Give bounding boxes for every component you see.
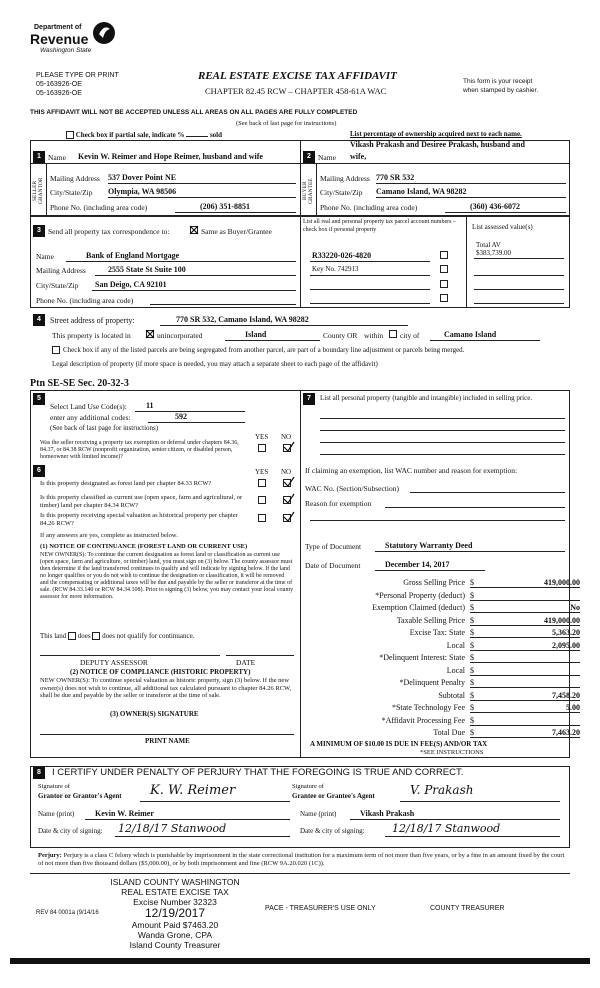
seller-mail-label: Mailing Address (50, 174, 100, 183)
stamp-line3: Excise Number 32323 (133, 897, 217, 907)
tax-corr-mail-label: Mailing Address (36, 266, 86, 275)
sec6-yes-header: YES (255, 468, 269, 476)
tax-row-dollar: $ (470, 628, 474, 637)
tax-corr-mail[interactable]: 2555 State St Suite 100 (108, 265, 186, 274)
tax-row-value[interactable]: No (470, 603, 580, 613)
tax-row-value[interactable] (470, 591, 580, 601)
logo-dept-line2: Revenue (30, 31, 89, 47)
form-number-1: 05-163926-OE (36, 81, 82, 88)
current-use-no-checkbox[interactable] (283, 496, 291, 504)
doc-type[interactable]: Statutory Warranty Deed (385, 541, 473, 550)
print-note: PLEASE TYPE OR PRINT (36, 72, 119, 79)
certify-statement: I CERTIFY UNDER PENALTY OF PERJURY THAT THE FOREGOING IS TRUE AND CORRECT. (52, 767, 464, 778)
stamp-line7: Island County Treasurer (129, 940, 221, 950)
form-number-2: 05-163926-OE (36, 90, 82, 97)
print-name-label: PRINT NAME (145, 737, 190, 745)
street-address[interactable]: 770 SR 532, Camano Island, WA 98282 (176, 315, 309, 324)
total-av-value: $383,739.00 (476, 249, 511, 257)
perjury-label: Perjury: (38, 852, 62, 859)
historical-no-checkbox[interactable] (283, 514, 291, 522)
partial-sale-checkbox[interactable] (66, 131, 74, 139)
tax-row-label: Exemption Claimed (deduct) (372, 603, 465, 612)
personal-property-checkbox-3[interactable] (440, 280, 448, 288)
land-use-yes-header: YES (255, 433, 269, 441)
stamp-line4: 12/19/2017 (144, 906, 206, 920)
grantee-date-city[interactable]: 12/18/17 Stanwood (392, 822, 501, 835)
street-label: Street address of property: (50, 316, 135, 325)
notice2-text: NEW OWNER(S): To continue special valuation as historic property, sign (3) below. If the new owner(s) does not wish to continue, all additional tax calculated pursuant to chapter 84.26 RCW, shall be due and payable by the seller or transferor at the time of sale. (40, 677, 292, 699)
doc-type-label: Type of Document (305, 542, 362, 551)
land-use-code[interactable]: 11 (146, 401, 154, 410)
tax-row-value[interactable] (470, 678, 580, 688)
deputy-assessor-label: DEPUTY ASSESSOR (80, 658, 148, 667)
partial-sale-row (66, 131, 222, 139)
historical-question: Is this property receiving special valuation as historical property per chapter 84.26 RCW? (40, 512, 238, 527)
seller-city-label: City/State/Zip (50, 188, 93, 197)
grantor-name[interactable]: Kevin W. Reimer (95, 809, 154, 818)
personal-property-checkbox-1[interactable] (440, 251, 448, 259)
located-in-label: This property is located in (52, 331, 131, 340)
warning-text: THIS AFFIDAVIT WILL NOT BE ACCEPTED UNLESS ALL AREAS ON ALL PAGES ARE FULLY COMPLETED (30, 109, 358, 116)
exemption-yes-checkbox[interactable] (258, 444, 266, 452)
checkmark-icon (283, 511, 295, 523)
if-yes-note: If any answers are yes, complete as instructed below. (40, 532, 178, 539)
city-of-label: city of (400, 331, 420, 340)
dor-logo (30, 20, 120, 62)
tax-row-label: Taxable Selling Price (396, 615, 465, 625)
stamp-line2: REAL ESTATE EXCISE TAX (121, 887, 229, 897)
personal-property-label: List all personal property (tangible and intangible) included in selling price. (320, 394, 533, 402)
grantor-sig-of: Signature of (38, 783, 70, 790)
grantee-name-label: Name (print) (300, 810, 337, 818)
doc-date-label: Date of Document (305, 561, 361, 570)
buyer-name-label: Name (318, 153, 336, 162)
ownership-note: List percentage of ownership acquired next to each name. (350, 130, 522, 138)
grantor-date-label: Date & city of signing: (38, 827, 103, 835)
section-2-number: 2 (303, 151, 315, 163)
seller-phone-label: Phone No. (including area code) (50, 203, 148, 212)
land-use-label: Select Land Use Code(s): (50, 402, 127, 411)
buyer-mail[interactable]: 770 SR 532 (376, 173, 415, 182)
buyer-city[interactable]: Camano Island, WA 98282 (376, 187, 467, 196)
current-use-yes-checkbox[interactable] (258, 496, 266, 504)
buyer-phone-label: Phone No. (including area code) (320, 203, 418, 212)
seller-phone[interactable]: (206) 351-8851 (200, 202, 250, 211)
sold-label: sold (209, 131, 223, 139)
this-land-label: This land (40, 632, 67, 640)
see-instructions-note: *SEE INSTRUCTIONS (420, 749, 484, 756)
tax-row-label: *Delinquent Penalty (399, 678, 465, 687)
segregated-label: Check box if any of the listed parcels are being segregated from another parcel, are part of a boundary line adjustment or parcels being merged. (63, 346, 465, 354)
tax-row-value[interactable]: 2,095.00 (470, 641, 580, 651)
assessed-header: List assessed value(s) (472, 223, 533, 231)
tax-row-dollar: $ (470, 603, 474, 612)
form-title: REAL ESTATE EXCISE TAX AFFIDAVIT (198, 70, 397, 82)
tax-corr-name-label: Name (36, 252, 54, 261)
owner-signature-label: (3) OWNER(S) SIGNATURE (110, 710, 199, 718)
section-7-number: 7 (303, 393, 315, 405)
seller-side-label: SELLER GRANTOR (32, 177, 44, 205)
buyer-name-line1[interactable]: Vikash Prakash and Desiree Prakash, husband and (350, 140, 525, 149)
checkmark-icon (189, 225, 199, 235)
tax-row-label: Excise Tax: State (409, 628, 465, 637)
personal-property-checkbox-4[interactable] (440, 294, 448, 302)
tax-row-value[interactable]: 5,363.20 (470, 628, 580, 638)
buyer-city-label: City/State/Zip (320, 188, 363, 197)
tax-row-dollar: $ (470, 715, 474, 725)
section-3-number: 3 (33, 225, 45, 237)
dor-emblem-icon (92, 20, 116, 46)
grantee-name[interactable]: Vikash Prakash (360, 809, 415, 818)
doc-date[interactable]: December 14, 2017 (385, 560, 450, 569)
seller-name[interactable]: Kevin W. Reimer and Hope Reimer, husband and wife (78, 152, 263, 161)
section-4-number: 4 (33, 314, 45, 326)
county-treasurer-label: COUNTY TREASURER (430, 905, 505, 912)
tax-row-label: Total Due (433, 728, 465, 737)
unincorporated-label: unincorporated (157, 331, 203, 340)
grantee-date-label: Date & city of signing: (300, 827, 365, 835)
tax-row-label: Gross Selling Price (403, 578, 465, 587)
logo-dept-line1: Department of (34, 24, 82, 31)
receipt-note-2: when stamped by cashier. (463, 87, 539, 94)
tax-row-label: *Personal Property (deduct) (375, 590, 465, 600)
seller-name-label: Name (48, 153, 66, 162)
tax-row-value[interactable]: 7,463.20 (470, 728, 580, 738)
does-not-checkbox[interactable] (92, 632, 100, 640)
current-use-question: Is this property classified as current use (open space, farm and agricultural, or timber) land per chapter 84.34 RCW? (40, 494, 243, 509)
section-1-number: 1 (33, 151, 45, 163)
tax-row-value[interactable]: 419,000.00 (470, 616, 580, 626)
buyer-mail-label: Mailing Address (320, 174, 370, 183)
does-label: does (77, 632, 91, 640)
tax-corr-phone-label: Phone No. (including area code) (36, 296, 134, 305)
rev-number: REV 84 0001a (9/14/16 (36, 910, 99, 916)
wac-label: WAC No. (Section/Subsection) (305, 484, 399, 493)
tax-row-dollar: $ (470, 615, 474, 625)
logo-dept-line3: Washington State (40, 47, 92, 54)
treasurer-use-label: PACE - TREASURER'S USE ONLY (265, 905, 376, 912)
within-label: within (364, 331, 384, 340)
notice1-text: NEW OWNER(S): To continue the current designation as forest land or classification as current use (open space, farm and agriculture, or timber) land, you must sign on (3) below. The county assessor must then determine if the land transferred continues to qualify and will indicate by signing below. If the land no longer qualifies or you do not wish to continue the designation or classification, it will be removed and the compensating or additional taxes will be due and payable by the seller or transferor at the time of sale. (RCW 84.33.140 or RCW 84.34.108). Prior to signing (3) below, you may contact your local county assessor for more information. (40, 552, 294, 600)
buyer-phone[interactable]: (360) 436-6072 (470, 202, 520, 211)
parcels-header: List all real and personal property tax parcel account numbers – check box if personal property (303, 219, 456, 233)
city-value[interactable]: Camano Island (444, 330, 497, 339)
same-as-buyer-checkbox[interactable] (190, 226, 198, 234)
tax-row-dollar: $ (470, 678, 474, 687)
tax-corr-name[interactable]: Bank of England Mortgage (86, 251, 180, 260)
land-qualify-row (40, 632, 194, 640)
land-use-see-back: (See back of last page for instructions) (50, 424, 159, 432)
exemption-claim-label: If claiming an exemption, list WAC number and reason for exemption: (305, 466, 518, 475)
minimum-due-note: A MINIMUM OF $10.00 IS DUE IN FEE(S) AND/OR TAX (310, 740, 488, 748)
buyer-side-label: BUYER GRANTEE (302, 178, 314, 204)
tax-row-label: *Delinquent Interest: State (379, 653, 465, 662)
checkmark-icon (145, 329, 155, 339)
grantor-name-label: Name (print) (38, 810, 75, 818)
tax-corr-label: Send all property tax correspondence to: (48, 227, 170, 236)
stamp-line1: ISLAND COUNTY WASHINGTON (110, 877, 240, 887)
land-use-no-header: NO (281, 433, 292, 441)
tax-row-label: Local (446, 665, 465, 675)
perjury-text: Perjury is a class C felony which is punishable by imprisonment in the state correctional institution for a maximum term of not more than five years, or by a fine in an amount fixed by the court of not more than five thousand dollars ($5,000.00), or by both imprisonment and fine (RCW 9A.20.020 (1C)). (38, 852, 565, 867)
personal-property-checkbox-2[interactable] (440, 265, 448, 273)
reason-label: Reason for exemption (305, 499, 372, 508)
parcel-key-number: Key No. 742913 (312, 265, 359, 273)
tax-row-dollar: $ (470, 690, 474, 700)
exemption-question: Was the seller receiving a property tax exemption or deferral under chapters 84.36, 84.37, or 84.38 RCW (nonprofit organization, senior citizen, or disabled person, homeowner with limited income)? (40, 440, 239, 460)
legal-description[interactable]: Ptn SE-SE Sec. 20-32-3 (30, 378, 129, 389)
deputy-date-label: DATE (236, 658, 256, 667)
tax-row-value[interactable]: 419,000.00 (470, 578, 580, 588)
does-checkbox[interactable] (68, 632, 76, 640)
form-chapter: CHAPTER 82.45 RCW – CHAPTER 458-61A WAC (205, 86, 387, 96)
treasurer-stamp (100, 877, 250, 950)
checkmark-icon (283, 476, 295, 488)
same-as-buyer-label: Same as Buyer/Grantee (201, 227, 272, 236)
grantee-agent-label: Grantee or Grantee's Agent (292, 792, 375, 800)
county-value[interactable]: Island (245, 330, 267, 339)
grantor-date-city[interactable]: 12/18/17 Stanwood (118, 822, 227, 835)
total-av-label: Total AV (476, 241, 501, 249)
section-6-number: 6 (33, 465, 45, 477)
sec6-no-header: NO (281, 468, 292, 476)
partial-sale-label: Check box if partial sale, indicate % (75, 131, 185, 139)
forest-no-checkbox[interactable] (283, 479, 291, 487)
checkmark-icon (283, 441, 295, 453)
buyer-name-line2[interactable]: wife, (350, 152, 367, 161)
stamp-line6: Wanda Grone, CPA (137, 930, 213, 940)
tax-row-value[interactable]: 7,458.20 (470, 691, 580, 701)
tax-row-label: *Affidavit Processing Fee (381, 715, 465, 725)
tax-row-dollar: $ (470, 590, 474, 600)
tax-row-label: Local (446, 640, 465, 650)
seller-mail[interactable]: 537 Dover Point NE (108, 173, 177, 182)
county-label: County OR (323, 331, 358, 340)
notice1-title: (1) NOTICE OF CONTINUANCE (FOREST LAND OR CURRENT USE) (40, 543, 248, 550)
tax-row-dollar: $ (470, 665, 474, 675)
tax-corr-city-label: City/State/Zip (36, 281, 79, 290)
tax-row-value[interactable] (470, 716, 580, 726)
checkmark-icon (283, 493, 295, 505)
tax-row-dollar: $ (470, 640, 474, 650)
bottom-bar (10, 958, 590, 964)
seller-city[interactable]: Olympia, WA 98506 (108, 187, 177, 196)
city-checkbox[interactable] (389, 330, 397, 338)
tax-row-dollar: $ (470, 578, 474, 587)
tax-row-dollar: $ (470, 728, 474, 737)
additional-codes-label: enter any additional codes: (50, 413, 131, 422)
tax-row-dollar: $ (470, 703, 474, 712)
receipt-note-1: This form is your receipt (463, 78, 533, 85)
grantor-signature[interactable]: K. W. Reimer (150, 783, 236, 798)
exemption-no-checkbox[interactable] (283, 444, 291, 452)
tax-row-value[interactable] (470, 666, 580, 676)
notice2-title: (2) NOTICE OF COMPLIANCE (HISTORIC PROPERTY) (70, 668, 251, 676)
tax-row-label: *State Technology Fee (391, 703, 465, 712)
does-not-label: does not qualify for continuance. (102, 632, 195, 640)
grantee-signature[interactable]: V. Prakash (410, 783, 474, 797)
unincorporated-checkbox[interactable] (146, 330, 154, 338)
tax-row-value[interactable]: 5.00 (470, 703, 580, 713)
additional-code[interactable]: 592 (175, 412, 187, 421)
section-5-number: 5 (33, 393, 45, 405)
forest-land-question: Is this property designated as forest land per chapter 84.33 RCW? (40, 480, 212, 487)
segregated-checkbox[interactable] (52, 346, 60, 354)
section-8-number: 8 (33, 767, 45, 779)
tax-corr-city[interactable]: San Deigo, CA 92101 (95, 280, 167, 289)
grantee-sig-of: Signature of (292, 783, 324, 790)
historical-yes-checkbox[interactable] (258, 514, 266, 522)
tax-row-label: Subtotal (438, 690, 465, 700)
perjury-notice (38, 852, 568, 868)
forest-yes-checkbox[interactable] (258, 479, 266, 487)
grantor-agent-label: Grantor or Grantor's Agent (38, 792, 122, 800)
parcel-number-1[interactable]: R33220-026-4820 (312, 251, 372, 260)
legal-label: Legal description of property (if more space is needed, you may attach a separate sheet to each page of the affidavit) (52, 360, 378, 368)
tax-row-dollar: $ (470, 653, 474, 662)
stamp-line5: Amount Paid $7463.20 (131, 920, 219, 930)
see-back-instructions: (See back of last page for instructions) (236, 120, 337, 127)
tax-row-value[interactable] (470, 653, 580, 663)
